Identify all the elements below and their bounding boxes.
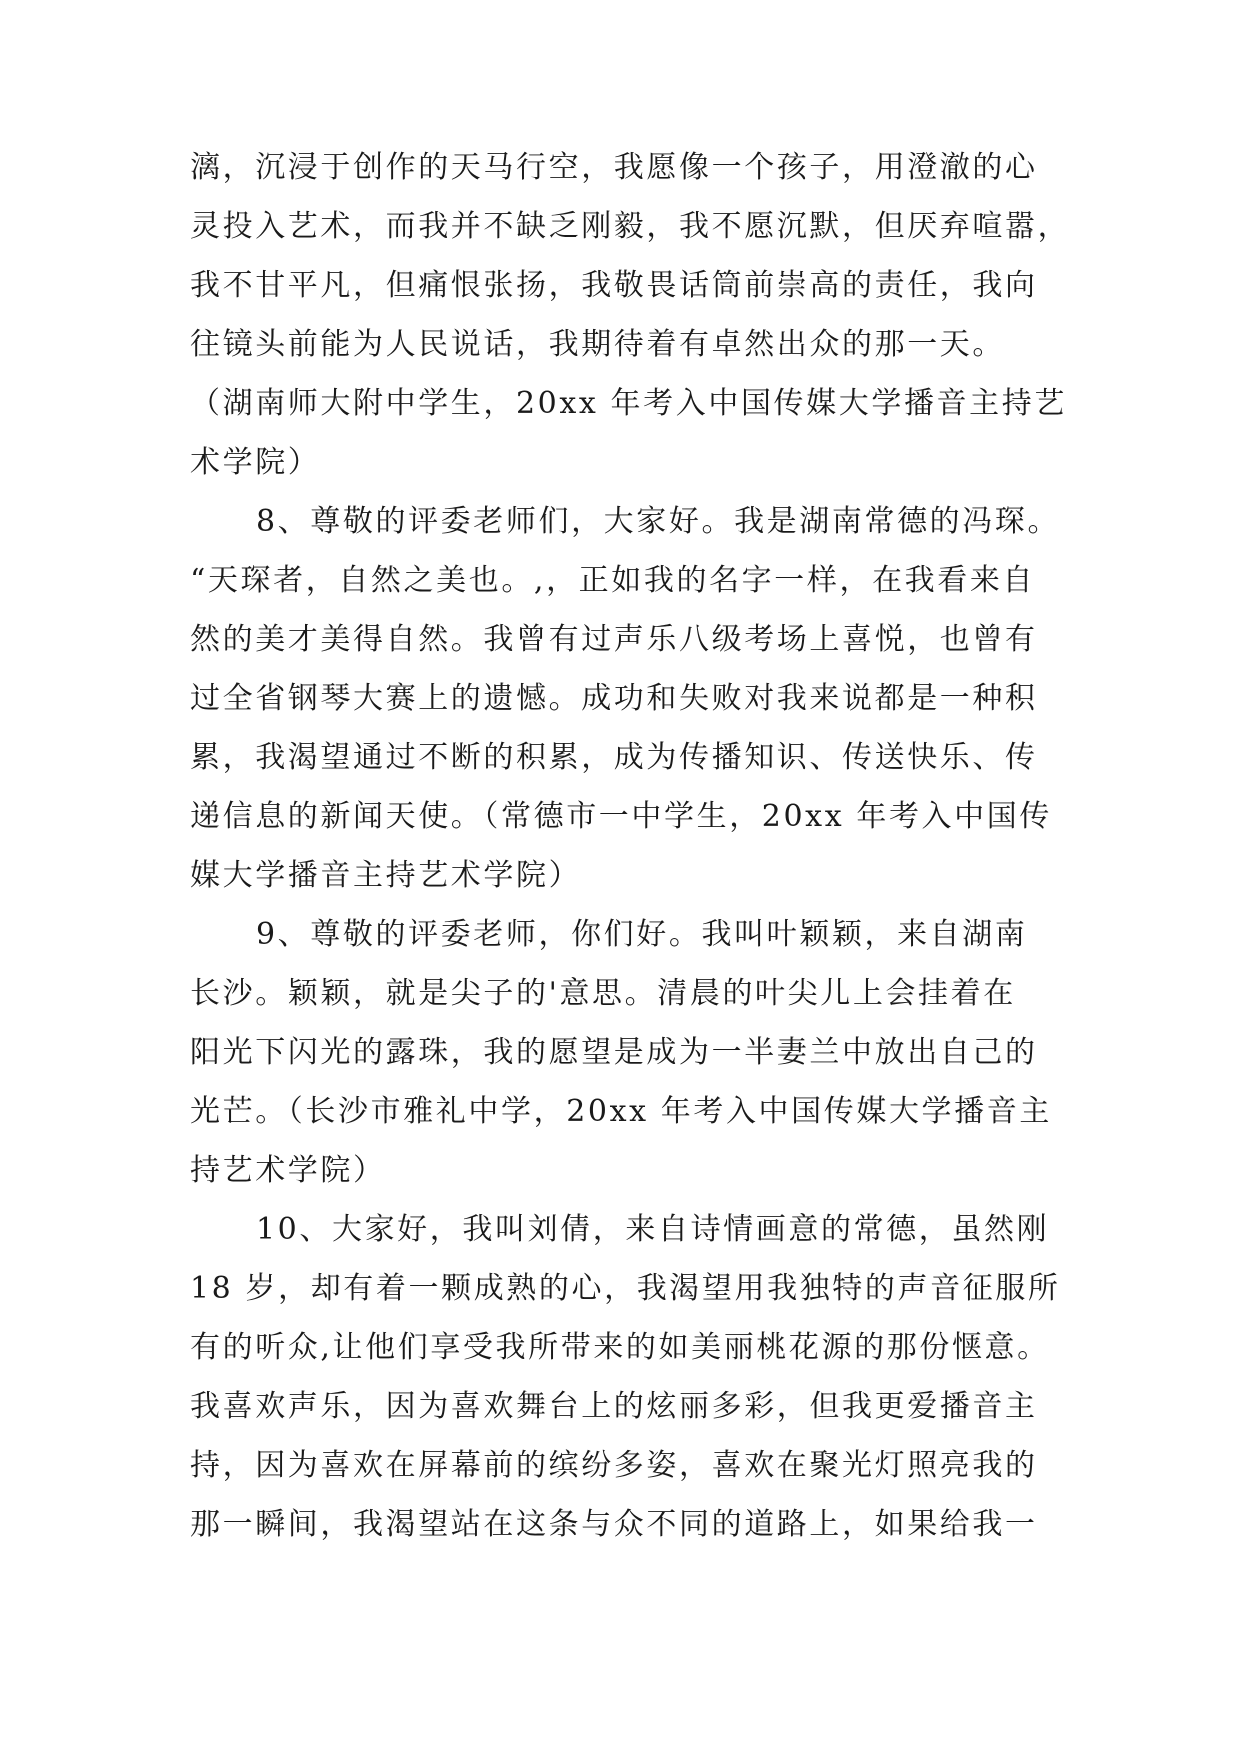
text-line: 光芒。（长沙市雅礼中学，20xx 年考入中国传媒大学播音主 bbox=[190, 1094, 1052, 1129]
paragraph-9-start: 9、尊敬的评委老师，你们好。我叫叶颖颖，来自湖南 bbox=[256, 917, 1028, 952]
text-line: 术学院） bbox=[190, 445, 321, 480]
text-line: “天琛者，自然之美也。,，正如我的名字一样，在我看来自 bbox=[190, 563, 1036, 598]
text-line: 递信息的新闻天使。（常德市一中学生，20xx 年考入中国传 bbox=[190, 799, 1052, 834]
text-line: 持艺术学院） bbox=[190, 1153, 386, 1188]
text-line: 18 岁，却有着一颗成熟的心，我渴望用我独特的声音征服所 bbox=[190, 1271, 1061, 1306]
text-line: 我喜欢声乐，因为喜欢舞台上的炫丽多彩，但我更爱播音主 bbox=[190, 1389, 1038, 1424]
paragraph-8-start: 8、尊敬的评委老师们，大家好。我是湖南常德的冯琛。 bbox=[256, 504, 1061, 539]
text-line: 阳光下闪光的露珠，我的愿望是成为一半妻兰中放出自己的 bbox=[190, 1035, 1038, 1070]
text-line: 长沙。颖颖，就是尖子的'意思。清晨的叶尖儿上会挂着在 bbox=[190, 976, 1016, 1011]
text-line: 持，因为喜欢在屏幕前的缤纷多姿，喜欢在聚光灯照亮我的 bbox=[190, 1448, 1038, 1483]
text-line: 然的美才美得自然。我曾有过声乐八级考场上喜悦，也曾有 bbox=[190, 622, 1038, 657]
text-line: 媒大学播音主持艺术学院） bbox=[190, 858, 582, 893]
text-line: 过全省钢琴大赛上的遗憾。成功和失败对我来说都是一种积 bbox=[190, 681, 1038, 716]
text-line: 累，我渴望通过不断的积累，成为传播知识、传送快乐、传 bbox=[190, 740, 1038, 775]
text-line: 灵投入艺术，而我并不缺乏刚毅，我不愿沉默，但厌弃喧嚣， bbox=[190, 209, 1071, 244]
text-line: 有的听众,让他们享受我所带来的如美丽桃花源的那份惬意。 bbox=[190, 1330, 1050, 1365]
paragraph-10-start: 10、大家好，我叫刘倩，来自诗情画意的常德，虽然刚 bbox=[256, 1212, 1050, 1247]
text-line: 漓，沉浸于创作的天马行空，我愿像一个孩子，用澄澈的心 bbox=[190, 150, 1038, 185]
text-line: 那一瞬间，我渴望站在这条与众不同的道路上，如果给我一 bbox=[190, 1507, 1038, 1542]
text-line: 我不甘平凡，但痛恨张扬，我敬畏话筒前崇高的责任，我向 bbox=[190, 268, 1038, 303]
text-line: 往镜头前能为人民说话，我期待着有卓然出众的那一天。 bbox=[190, 327, 1005, 362]
text-line: （湖南师大附中学生，20xx 年考入中国传媒大学播音主持艺 bbox=[190, 386, 1067, 421]
